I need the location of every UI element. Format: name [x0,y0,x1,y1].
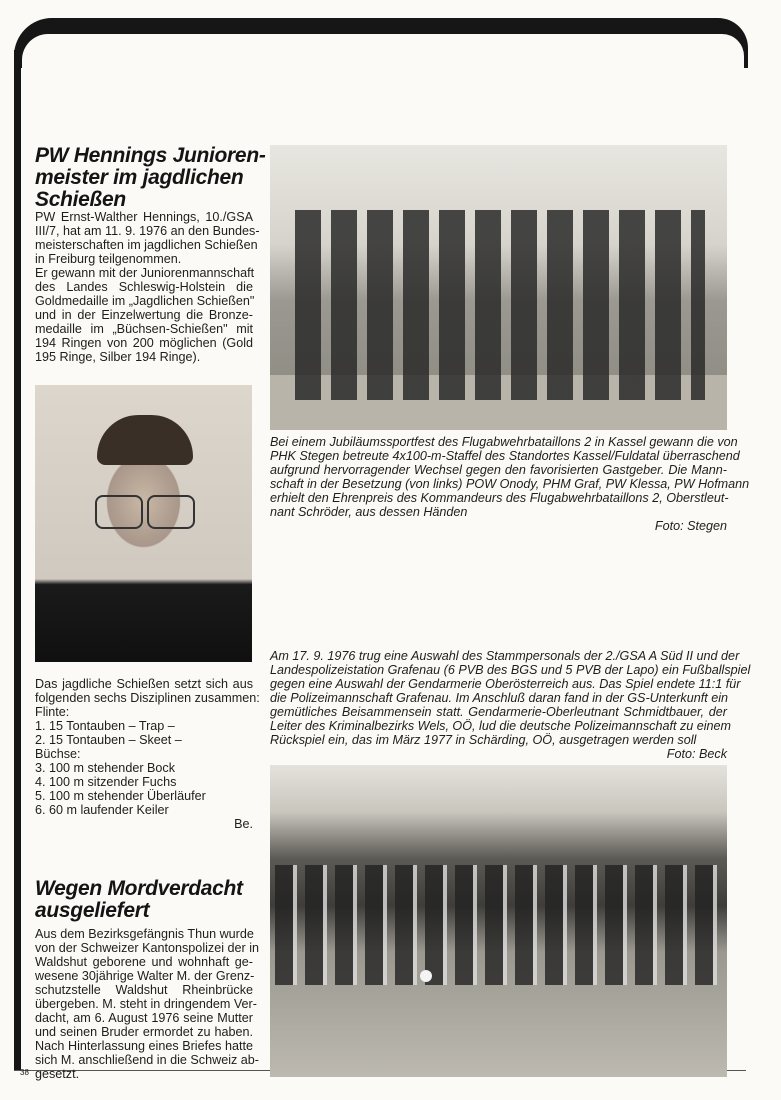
text-line: Bei einem Jubiläumssportfest des Flugabwehrbataillons 2 in Kassel gewann die von [270,435,738,449]
text-line: Waldshut geborene und wohnhaft ge- [35,955,253,969]
article1-title [35,145,270,211]
text-line: ausgeliefert [35,899,150,922]
text-line: 6. 60 m laufender Keiler [35,803,169,817]
team-members [295,210,705,400]
text-line: Am 17. 9. 1976 trug eine Auswahl des Stammpersonals der 2./GSA A Süd II und der [270,649,740,663]
football-photo-credit: Foto: Beck [666,747,727,761]
text-line: von der Schweizer Kantonspolizei der in [35,941,260,955]
text-line: Goldmedaille im „Jagdlichen Schießen" [35,294,255,308]
text-line: 5. 100 m stehender Überläufer [35,789,206,803]
relay-photo-credit: Foto: Stegen [654,519,727,533]
text-line: 2. 15 Tontauben – Skeet – [35,733,182,747]
text-line: III/7, hat am 11. 9. 1976 an den Bundes- [35,224,260,238]
text-line: und in der Einzelwertung die Bronze- [35,308,253,322]
text-line: medaille im „Büchsen-Schießen" mit [35,322,253,336]
text-line: nant Schröder, aus dessen Händen [270,505,468,519]
glasses-right-lens [147,495,195,529]
text-line: Er gewann mit der Juniorenmannschaft [35,266,255,280]
text-line: 194 Ringen von 200 möglichen (Gold [35,336,253,350]
left-border-rule [14,50,21,1070]
text-line: Landespolizeistation Grafenau (6 PVB des BGS und 5 PVB der Lapo) ein Fußballspiel [270,663,751,677]
text-line: in Freiburg teilgenommen. [35,252,182,266]
text-line: 4. 100 m sitzender Fuchs [35,775,177,789]
text-line: aufgrund hervorragender Wechsel gegen den favorisierten Gastgeber. Die Mann- [270,463,727,477]
football [420,970,432,982]
text-line: Nach Hinterlassung eines Briefes hatte [35,1039,253,1053]
text-line: Flinte: [35,705,70,719]
disciplines-list [35,677,260,817]
text-line: 1. 15 Tontauben – Trap – [35,719,175,733]
text-line: erhielt den Ehrenpreis des Kommandeurs des Flugabwehrbataillons 2, Oberstleut- [270,491,729,505]
text-line: gegen eine Auswahl der Gendarmerie Oberösterreich aus. Das Spiel endete 11:1 für [270,677,741,691]
football-caption [270,649,751,747]
relay-team-photo [270,145,727,430]
text-line: schutzstelle Waldshut Rheinbrücke [35,983,253,997]
text-line: dacht, am 6. August 1976 seine Mutter [35,1011,253,1025]
text-line: und seinen Bruder ermordet zu haben. [35,1025,253,1039]
text-line: gesetzt. [35,1067,80,1081]
article2-body [35,927,260,1081]
text-line: Leiter des Kriminalbezirks Wels, OÖ, lud die deutsche Polizeimannschaft zu einem [270,719,732,733]
text-line: die Polizeimannschaft Grafenau. Im Anschluß daran fand in der GS-Unterkunft ein [270,691,729,705]
players-lineup [275,865,720,985]
text-line: sich M. anschließend in die Schweiz ab- [35,1053,259,1067]
text-line: des Landes Schleswig-Holstein die [35,280,253,294]
text-line: Aus dem Bezirksgefängnis Thun wurde [35,927,254,941]
text-line: Büchse: [35,747,81,761]
text-line: schaft in der Besetzung (von links) POW Onody, PHM Graf, PW Klessa, PW Hofmann [270,477,750,491]
text-line: folgenden sechs Disziplinen zusammen: [35,691,260,705]
text-line: meister im jagdlichen [35,166,244,189]
page-header-inner [22,34,744,74]
text-line: PW Ernst-Walther Hennings, 10./GSA [35,210,253,224]
text-line: PHK Stegen betreute 4x100-m-Staffel des Standortes Kassel/Fuldatal überraschend [270,449,740,463]
text-line: 3. 100 m stehender Bock [35,761,176,775]
relay-photo-caption [270,435,750,519]
text-line: Schießen [35,188,126,211]
article2-title [35,878,270,922]
text-line: Das jagdliche Schießen setzt sich aus [35,677,253,691]
text-line: Wegen Mordverdacht [35,877,243,900]
glasses-left-lens [95,495,143,529]
text-line: meisterschaften im jagdlichen Schießen [35,238,258,252]
page-number: 38 [20,1068,29,1077]
article1-body [35,210,260,364]
text-line: Rückspiel ein, das im März 1977 in Schärding, OÖ, ausgetragen werden soll [270,733,697,747]
text-line: gemütliches Beisammensein statt. Gendarmerie-Oberleutnant Schmidtbauer, der [270,705,727,719]
text-line: PW Hennings Junioren- [35,144,266,167]
text-line: übergeben. M. steht in dringendem Ver- [35,997,257,1011]
article1-author: Be. [234,817,253,831]
football-teams-photo [270,765,727,1077]
text-line: 195 Ringe, Silber 194 Ringe). [35,350,201,364]
portrait-hair [97,415,193,465]
text-line: wesene 30jährige Walter M. der Grenz- [35,969,255,983]
portrait-photo [35,385,252,662]
